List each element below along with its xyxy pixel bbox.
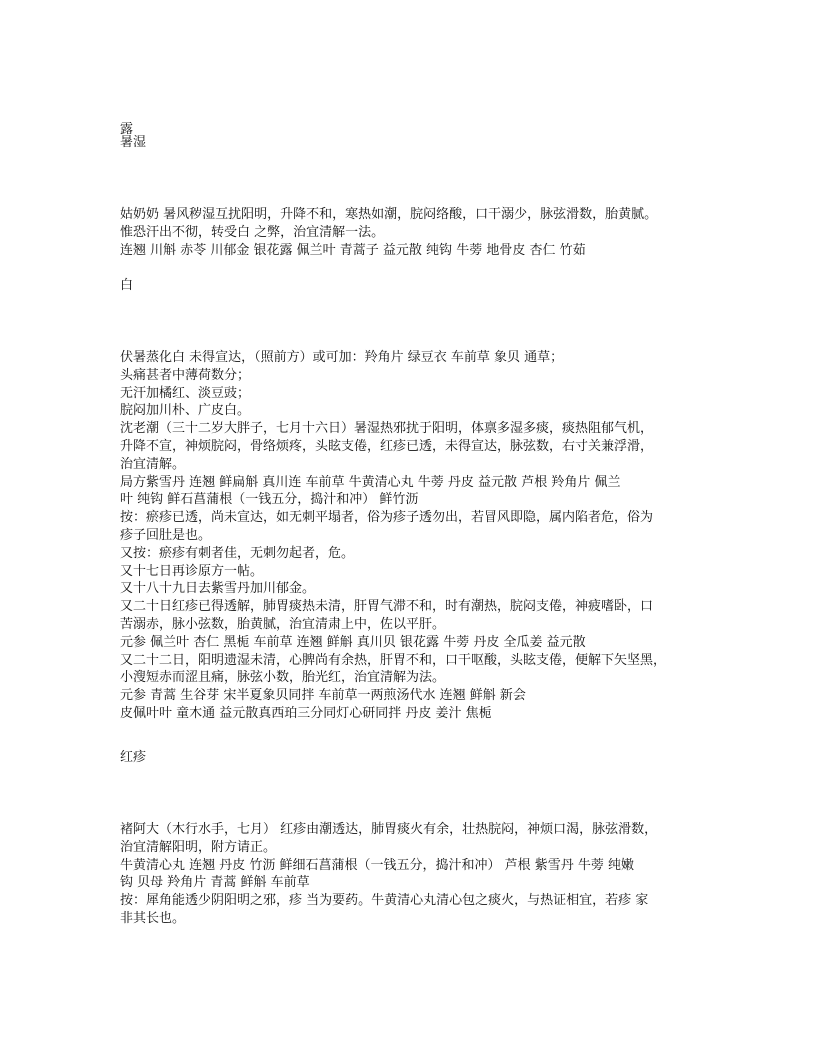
text-line: 头痛甚者中薄荷数分； — [120, 367, 251, 383]
text-line: 苦溺赤，脉小弦数，胎黄腻，治宜清肃上中，佐以平肝。 — [120, 616, 446, 632]
text-line: 暑湿 — [120, 135, 147, 150]
heading-shushi — [120, 134, 710, 152]
heading-bai — [120, 277, 710, 295]
text-line: 褚阿大（木行水手，七月） 红疹由潮透达，肺胃痰火有余，壮热脘闷，神烦口渴，脉弦滑数， — [120, 822, 658, 837]
text-line: 又十七日再诊原方一帖。 — [120, 563, 264, 579]
text-line: 皮佩叶叶 童木通 益元散真西珀三分同灯心研同拌 丹皮 姜汁 焦栀 — [120, 705, 492, 721]
text-line: 非其长也。 — [120, 910, 186, 926]
text-line: 伏暑蒸化白 未得宣达，（照前方）或可加：羚角片 绿豆衣 车前草 象贝 通草； — [120, 350, 564, 365]
text-line: 白 — [120, 278, 134, 293]
text-line: 按：瘀疹已透，尚未宣达，如无刺平塌者，俗为疹子透勿出，若冒风即隐，属内陷者危，俗为 — [120, 510, 654, 526]
text-line: 局方紫雪丹 连翘 鲜扁斛 真川连 车前草 牛黄清心丸 牛蒡 丹皮 益元散 芦根 羚角片 佩兰 — [120, 474, 621, 490]
text-line: 无汗加橘红、淡豆豉； — [120, 385, 251, 401]
text-line: 治宜清解阳明，附方请正。 — [120, 839, 277, 855]
heading-hongzhen — [120, 749, 710, 767]
text-line: 叶 纯钩 鲜石菖蒲根（一钱五分，捣汁和冲） 鲜竹沥 — [120, 492, 419, 508]
text-line: 钩 贝母 羚角片 青蒿 鲜斛 车前草 — [120, 875, 310, 891]
text-line: 又十八十九日去紫雪丹加川郁金。 — [120, 581, 316, 597]
text-line: 连翘 川斛 赤苓 川郁金 银花露 佩兰叶 青蒿子 益元散 纯钩 牛蒡 地骨皮 杏仁 竹茹 — [120, 242, 586, 258]
text-line: 升降不宣，神烦脘闷，骨络烦疼，头眩支倦，红疹已透，未得宣达，脉弦数，右寸关兼浮滑， — [120, 438, 654, 454]
text-line: 露 — [120, 122, 134, 137]
text-line: 又二十二日，阳明遗湿未清，心脾尚有余热，肝胃不和，口干呕酸，头眩支倦，便解下矢坚黑， — [120, 652, 667, 668]
text-line: 疹子回肚是也。 — [120, 527, 212, 543]
text-line: 沈老潮（三十二岁大胖子，七月十六日）暑湿热邪扰于阳明，体禀多湿多痰，痰热阻郁气机， — [120, 421, 654, 437]
text-line: 元参 佩兰叶 杏仁 黑栀 车前草 连翘 鲜斛 真川贝 银花露 牛蒡 丹皮 全瓜姜 益元散 — [120, 634, 586, 650]
text-line: 姑奶奶 暑风秽湿互扰阳明，升降不和，寒热如潮，脘闷络酸，口干溺少，脉弦滑数，胎黄腻。 — [120, 207, 658, 222]
text-line: 又二十日红疹已得透解，肺胃痰热未清，肝胃气滞不和，时有潮热，脘闷支倦，神疲嗜卧，口 — [120, 599, 654, 615]
text-line: 惟恐汗出不彻，转受白 之弊，治宜清解一法。 — [120, 224, 385, 240]
text-line: 按：犀角能透少阴阳明之邪，疹 当为要药。牛黄清心丸清心包之痰火，与热证相宜，若疹 家 — [120, 893, 649, 909]
text-line: 红疹 — [120, 750, 147, 765]
section-3 — [120, 821, 710, 928]
section-1 — [120, 206, 710, 259]
text-line: 脘闷加川朴、广皮白。 — [120, 403, 251, 419]
text-line: 治宜清解。 — [120, 456, 186, 472]
text-line: 小溲短赤而涩且痛，脉弦小数，胎光红，治宜清解为法。 — [120, 670, 446, 686]
text-line: 又按：瘀疹有刺者佳，无刺勿起者，危。 — [120, 545, 355, 561]
text-line: 牛黄清心丸 连翘 丹皮 竹沥 鲜细石菖蒲根（一钱五分，捣汁和冲） 芦根 紫雪丹 牛蒡 纯嫩 — [120, 857, 635, 873]
section-2 — [120, 349, 710, 723]
text-line: 元参 青蒿 生谷芽 宋半夏象贝同拌 车前草一两煎汤代水 连翘 鲜斛 新会 — [120, 688, 526, 704]
